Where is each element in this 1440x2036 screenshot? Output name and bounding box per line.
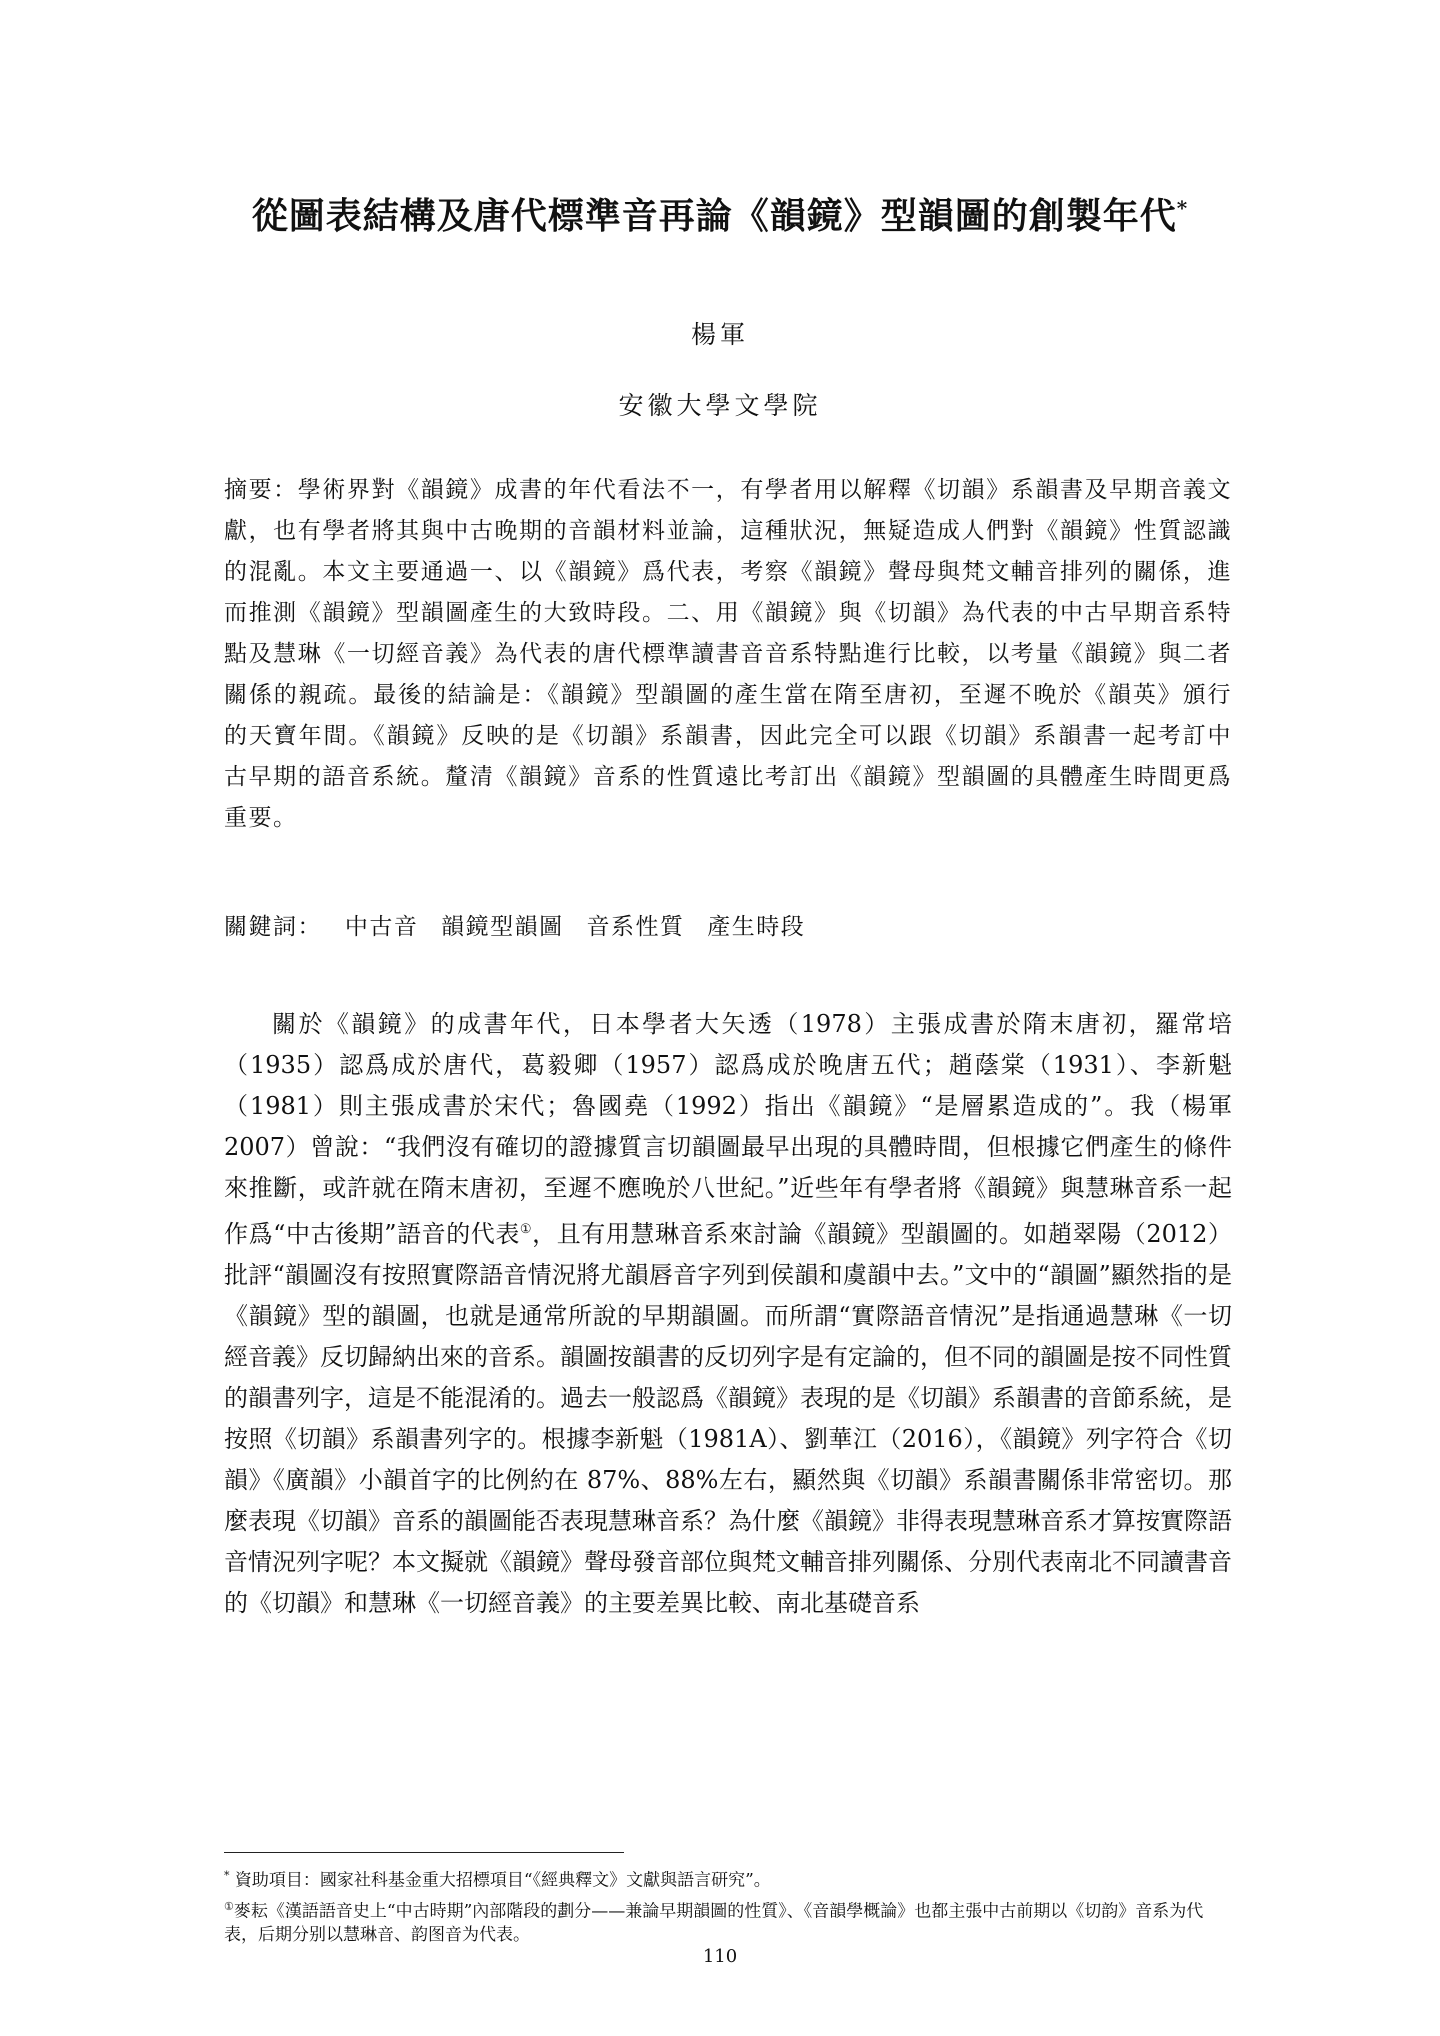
abstract (224, 470, 1232, 839)
paper-title (140, 188, 1300, 239)
footnote-item (224, 1895, 1232, 1948)
keyword-item: 音系性質 (586, 914, 685, 940)
abstract-text: 摘要：學術界對《韻鏡》成書的年代看法不一，有學者用以解釋《切韻》系韻書及早期音義文獻，也有學者將其與中古晚期的音韻材料並論，這種狀況，無疑造成人們對《韻鏡》性質認識的混亂。本文主要通過一、以《韻鏡》爲代表，考察《韻鏡》聲母與梵文輔音排列的關係，進而推測《韻鏡》型韻圖產生的大致時段。二、用《韻鏡》與《切韻》為代表的中古早期音系特點及慧琳《一切經音義》為代表的唐代標準讀書音音系特點進行比較，以考量《韻鏡》與二者關係的親疏。最後的結論是：《韻鏡》型韻圖的產生當在隋至唐初，至遲不晚於《韻英》頒行的天寶年間。《韻鏡》反映的是《切韻》系韻書，因此完全可以跟《切韻》系韻書一起考訂中古早期的語音系統。釐清《韻鏡》音系的性質遠比考訂出《韻鏡》型韻圖的具體產生時間更爲重要。 (224, 477, 1232, 831)
body-text-part-2: ，且有用慧琳音系來討論《韻鏡》型韻圖的。如趙翠陽（2012）批評“韻圖沒有按照實際語音情況將尤韻唇音字列到侯韻和虞韻中去。”文中的“韻圖”顯然指的是《韻鏡》型的韻圖，也就是通常所說的早期韻圖。而所謂“實際語音情況”是指通過慧琳《一切經音義》反切歸納出來的音系。韻圖按韻書的反切列字是有定論的，但不同的韻圖是按不同性質的韻書列字，這是不能混淆的。過去一般認爲《韻鏡》表現的是《切韻》系韻書的音節系統，是按照《切韻》系韻書列字的。根據李新魁（1981A）、劉華江（2016），《韻鏡》列字符合《切韻》《廣韻》小韻首字的比例約在 87%、88%左右，顯然與《切韻》系韻書關係非常密切。那麼表現《切韻》音系的韻圖能否表現慧琳音系？為什麼《韻鏡》非得表現慧琳音系才算按實際語音情況列字呢？本文擬就《韻鏡》聲母發音部位與梵文輔音排列關係、分別代表南北不同讀書音的《切韻》和慧琳《一切經音義》的主要差異比較、南北基礎音系 (224, 1220, 1232, 1617)
footnote-ref-1[interactable]: ① (519, 1222, 533, 1237)
title-footnote-mark: * (1176, 196, 1189, 220)
body-paragraph (224, 1004, 1232, 1624)
page-number: 110 (702, 1946, 738, 1967)
body-text-part-1: 關於《韻鏡》的成書年代，日本學者大矢透（1978）主張成書於隋末唐初，羅常培（1935）認爲成於唐代，葛毅卿（1957）認爲成於晚唐五代；趙蔭棠（1931）、李新魁（1981）則主張成書於宋代；魯國堯（1992）指出《韻鏡》“是層累造成的”。我（楊軍 2007）曾說：“我們沒有確切的證據質言切韻圖最早出現的具體時間，但根據它們產生的條件來推斷，或許就在隋末唐初，至遲不應晚於八世紀。”近些年有學者將《韻鏡》與慧琳音系一起作爲“中古後期”語音的代表 (224, 1010, 1232, 1248)
keywords (224, 908, 1232, 941)
keyword-item: 中古音 (344, 914, 419, 940)
footnote-mark: * (224, 1869, 230, 1882)
footnote-item (224, 1864, 1232, 1893)
body-text (224, 1004, 1232, 1624)
author-affiliation: 安徽大學文學院 (618, 391, 822, 420)
author-name: 楊軍 (690, 320, 749, 349)
title-text: 從圖表結構及唐代標準音再論《韻鏡》型韻圖的創製年代 (251, 195, 1177, 237)
footnote-text: 麥耘《漢語語音史上“中古時期”內部階段的劃分——兼論早期韻圖的性質》、《音韻學概論》也都主張中古前期以《切韵》音系为代表，后期分别以慧琳音、韵图音为代表。 (224, 1901, 1204, 1946)
footnote-divider (224, 1852, 624, 1853)
footnote-mark: ① (224, 1899, 234, 1913)
footnotes (224, 1864, 1232, 1949)
keyword-item: 產生時段 (707, 914, 806, 940)
footnote-text: 資助項目：國家社科基金重大招標項目“《經典釋文》文獻與語言研究”。 (229, 1870, 771, 1891)
keyword-item: 韻鏡型韻圖 (441, 914, 564, 940)
keywords-label: 關鍵詞： (224, 914, 322, 940)
